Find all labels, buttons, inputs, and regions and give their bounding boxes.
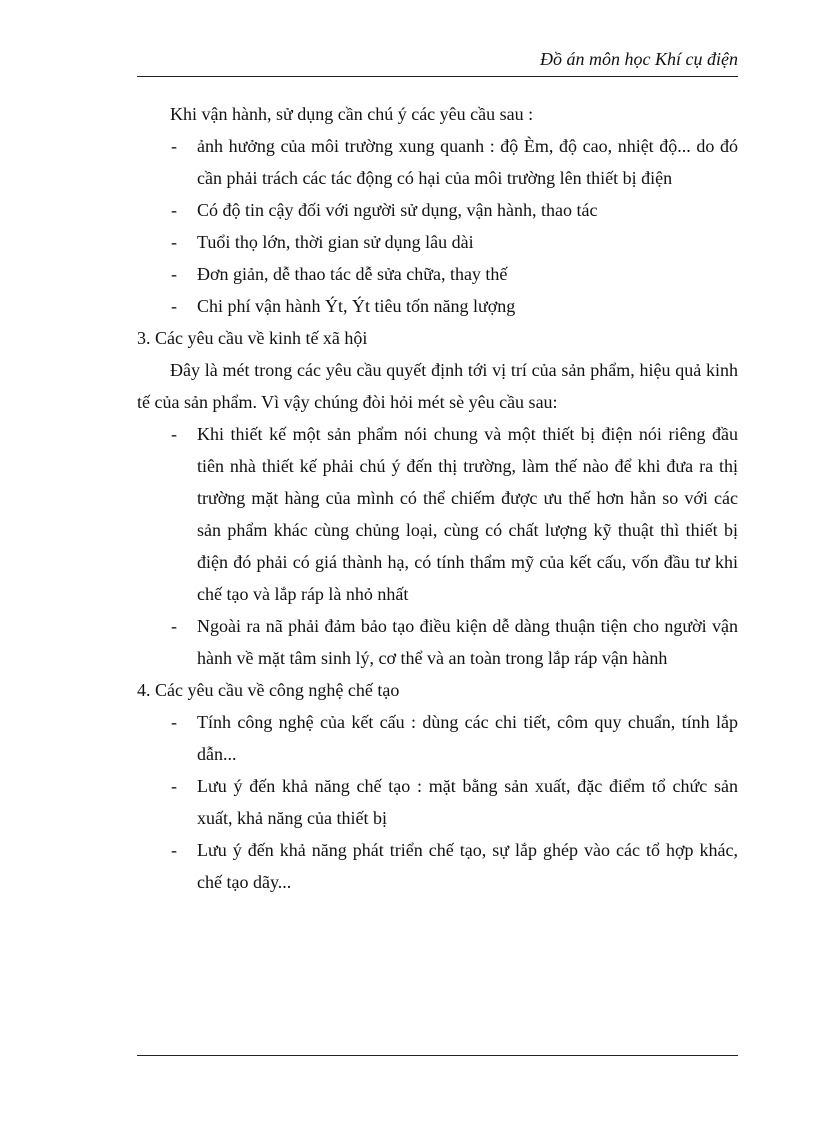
- list-item: [137, 226, 738, 258]
- section-heading-technology: 4. Các yêu cầu về công nghệ chế tạo: [137, 680, 400, 700]
- list-item-text: Ngoài ra nã phải đảm bảo tạo điều kiện dễ dàng thuận tiện cho người vận hành về mặt tâm sinh lý, cơ thể và an toàn trong lắp ráp vận hành: [197, 616, 738, 668]
- list-item-text: Có độ tin cậy đối với người sử dụng, vận hành, thao tác: [197, 200, 598, 220]
- list-item-text: Chi phí vận hành Ýt, Ýt tiêu tốn năng lượng: [197, 296, 516, 316]
- section-heading-economic: 3. Các yêu cầu về kinh tế xã hội: [137, 328, 368, 348]
- list-item: [137, 834, 738, 898]
- list-item: [137, 194, 738, 226]
- operation-bullet-list: [137, 130, 738, 322]
- bullet-dash: -: [171, 136, 177, 156]
- bullet-dash: -: [171, 712, 177, 732]
- bullet-dash: -: [171, 616, 177, 636]
- bullet-dash: -: [171, 200, 177, 220]
- page-header-title: Đồ án môn học Khí cụ điện: [540, 49, 738, 69]
- bullet-dash: -: [171, 264, 177, 284]
- bullet-dash: -: [171, 424, 177, 444]
- list-item: [137, 130, 738, 194]
- list-item: [137, 770, 738, 834]
- list-item: [137, 610, 738, 674]
- bullet-dash: -: [171, 840, 177, 860]
- footer-rule: [137, 1055, 738, 1056]
- list-item-text: Tính công nghệ của kết cấu : dùng các chi tiết, côm quy chuẩn, tính lắp dẫn...: [197, 712, 738, 764]
- list-item-text: Đơn giản, dễ thao tác dễ sửa chữa, thay thế: [197, 264, 508, 284]
- bullet-dash: -: [171, 296, 177, 316]
- economic-bullet-list: [137, 418, 738, 674]
- economic-intro: Đây là mét trong các yêu cầu quyết định tới vị trí của sản phẩm, hiệu quả kinh tế của sản phẩm. Vì vậy chúng đòi hỏi mét sè yêu cầu sau:: [137, 360, 738, 412]
- list-item-text: ảnh hưởng của môi trường xung quanh : độ Èm, độ cao, nhiệt độ... do đó cần phải trách các tác động có hại của môi trường lên thiết bị điện: [197, 136, 738, 188]
- list-item-text: Khi thiết kế một sản phẩm nói chung và một thiết bị điện nói riêng đầu tiên nhà thiết kế phải chú ý đến thị trường, làm thế nào để khi đưa ra thị trường mặt hàng của mình có thể chiếm được ưu thế hơn hẳn so với các sản phẩm khác cùng chủng loại, cùng có chất lượng kỹ thuật thì thiết bị điện đó phải có giá thành hạ, có tính thẩm mỹ của kết cấu, vốn đầu tư khi chế tạo và lắp ráp là nhỏ nhất: [197, 424, 738, 604]
- list-item: [137, 290, 738, 322]
- list-item: [137, 418, 738, 610]
- operation-intro: Khi vận hành, sử dụng cần chú ý các yêu cầu sau :: [170, 104, 534, 124]
- bullet-dash: -: [171, 232, 177, 252]
- list-item: [137, 706, 738, 770]
- header-rule: [137, 76, 738, 77]
- page-body: [137, 98, 738, 898]
- list-item: [137, 258, 738, 290]
- list-item-text: Lưu ý đến khả năng phát triển chế tạo, sự lắp ghép vào các tổ hợp khác, chế tạo dãy...: [197, 840, 738, 892]
- list-item-text: Lưu ý đến khả năng chế tạo : mặt bằng sản xuất, đặc điểm tổ chức sản xuất, khả năng của thiết bị: [197, 776, 738, 828]
- list-item-text: Tuổi thọ lớn, thời gian sử dụng lâu dài: [197, 232, 474, 252]
- technology-bullet-list: [137, 706, 738, 898]
- bullet-dash: -: [171, 776, 177, 796]
